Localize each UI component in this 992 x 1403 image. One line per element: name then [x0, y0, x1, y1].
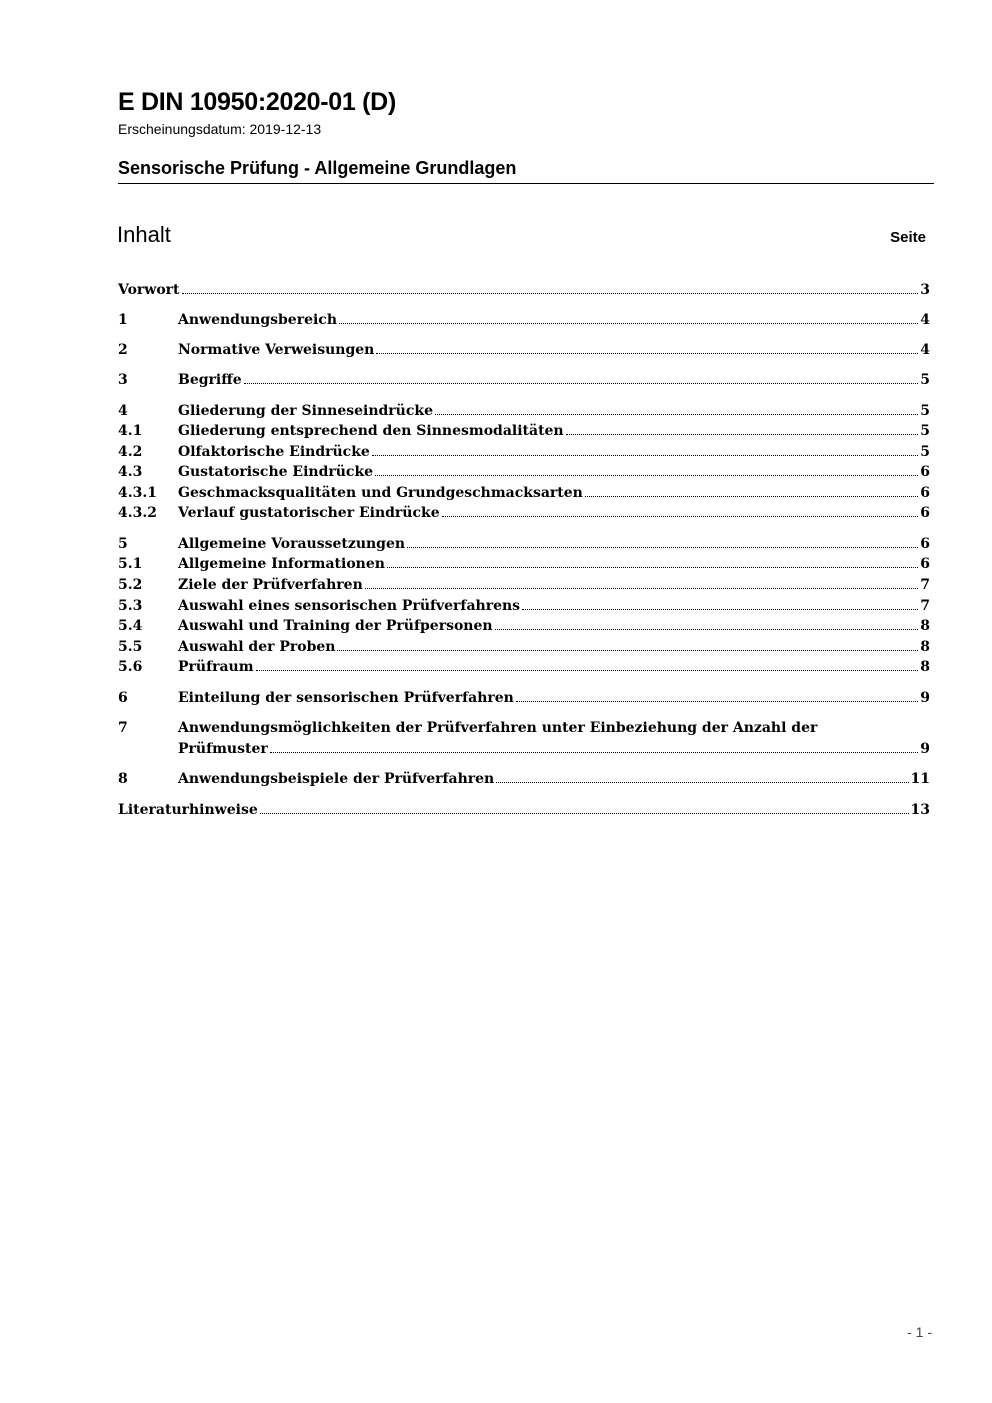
- toc-entry-number: 4: [118, 403, 128, 419]
- toc-entry-page: 5: [920, 423, 930, 439]
- toc-entry-4-1[interactable]: [118, 421, 930, 441]
- toc-leader: [339, 310, 918, 324]
- toc-entry-4-3[interactable]: [118, 462, 930, 482]
- toc-leader: [256, 657, 919, 671]
- toc-entry-label: Anwendungsbereich: [178, 312, 337, 328]
- toc-leader: [442, 503, 919, 517]
- toc-entry-number: 4.3.2: [118, 505, 157, 521]
- toc-leader: [585, 483, 918, 497]
- toc-entry-label: Ziele der Prüfverfahren: [178, 577, 363, 593]
- toc-entry-page: 6: [920, 485, 930, 501]
- toc-entry-page: 5: [920, 372, 930, 388]
- toc-entry-page: 8: [920, 639, 930, 655]
- publication-date: Erscheinungsdatum: 2019-12-13: [118, 121, 322, 137]
- toc-entry-page: 6: [920, 556, 930, 572]
- toc-entry-5[interactable]: [118, 534, 930, 554]
- toc-entry-page: 4: [920, 312, 930, 328]
- toc-entry-page: 4: [920, 342, 930, 358]
- toc-entry-label: Vorwort: [118, 282, 180, 298]
- toc-entry-number: 4.2: [118, 444, 143, 460]
- toc-entry-5-3[interactable]: [118, 596, 930, 616]
- toc-entry-label: Allgemeine Informationen: [178, 556, 385, 572]
- toc-entry-number: 4.1: [118, 423, 143, 439]
- toc-leader: [337, 637, 918, 651]
- toc-entry-label: Literaturhinweise: [118, 802, 258, 818]
- toc-entry-page: 6: [920, 464, 930, 480]
- toc-leader: [495, 616, 919, 630]
- toc-entry-label: Normative Verweisungen: [178, 342, 375, 358]
- header-rule: [118, 183, 934, 184]
- document-subject: Sensorische Prüfung - Allgemeine Grundlagen: [118, 158, 517, 178]
- toc-entry-vorwort[interactable]: [118, 280, 930, 300]
- toc-entry-label: Gliederung entsprechend den Sinnesmodalitäten: [178, 423, 564, 439]
- toc-entry-4-3-2[interactable]: [118, 503, 930, 523]
- toc-entry-number: 5.6: [118, 659, 143, 675]
- toc-entry-number: 5.2: [118, 577, 143, 593]
- toc-leader: [244, 370, 919, 384]
- toc-entry-number: 1: [118, 312, 128, 328]
- toc-entry-label: Olfaktorische Eindrücke: [178, 444, 370, 460]
- toc-leader: [496, 769, 908, 783]
- toc-leader: [387, 554, 918, 568]
- toc-leader: [260, 800, 909, 814]
- toc-leader: [372, 442, 918, 456]
- toc-entry-page: 9: [920, 741, 930, 757]
- toc-entry-4-2[interactable]: [118, 442, 930, 462]
- toc-entry-4-3-1[interactable]: [118, 483, 930, 503]
- toc-entry-number: 7: [118, 720, 128, 736]
- toc-leader: [270, 739, 919, 753]
- toc-entry-5-1[interactable]: [118, 554, 930, 574]
- toc-entry-1[interactable]: [118, 310, 930, 330]
- toc-leader: [566, 421, 919, 435]
- toc-entry-4[interactable]: [118, 401, 930, 421]
- toc-entry-label: Einteilung der sensorischen Prüfverfahren: [178, 690, 514, 706]
- toc-entry-2[interactable]: [118, 340, 930, 360]
- toc-entry-number: 6: [118, 690, 128, 706]
- toc-entry-page: 7: [920, 598, 930, 614]
- toc-entry-number: 5.3: [118, 598, 143, 614]
- toc-leader: [522, 596, 918, 610]
- toc-leader: [516, 688, 918, 702]
- toc-page-heading: Seite: [890, 229, 926, 246]
- toc-entry-6[interactable]: [118, 688, 930, 708]
- toc-entry-label: Auswahl eines sensorischen Prüfverfahrens: [178, 598, 521, 614]
- toc-entry-page: 11: [910, 771, 930, 787]
- toc-entry-5-5[interactable]: [118, 637, 930, 657]
- toc-entry-number: 3: [118, 372, 128, 388]
- toc-entry-number: 2: [118, 342, 128, 358]
- toc-entry-label-continued: Prüfmuster: [178, 741, 268, 757]
- toc-entry-label: Begriffe: [178, 372, 242, 388]
- toc-entry-3[interactable]: [118, 370, 930, 390]
- toc-entry-7-continued[interactable]: [118, 739, 930, 759]
- page-number: - 1 -: [907, 1324, 932, 1340]
- toc-entry-label: Geschmacksqualitäten und Grundgeschmacksarten: [178, 485, 583, 501]
- toc-entry-number: 4.3.1: [118, 485, 157, 501]
- toc-entry-number: 5.5: [118, 639, 143, 655]
- toc-entry-label: Allgemeine Voraussetzungen: [178, 536, 406, 552]
- toc-entry-page: 8: [920, 659, 930, 675]
- toc-title: Inhalt: [117, 222, 171, 247]
- toc-entry-page: 8: [920, 618, 930, 634]
- toc-entry-page: 5: [920, 403, 930, 419]
- toc-entry-number: 5.4: [118, 618, 143, 634]
- toc-leader: [376, 340, 918, 354]
- toc-entry-label: Anwendungsmöglichkeiten der Prüfverfahren unter Einbeziehung der Anzahl der: [178, 720, 818, 736]
- toc-entry-7[interactable]: [118, 718, 930, 738]
- toc-entry-page: 3: [920, 282, 930, 298]
- toc-entry-5-4[interactable]: [118, 616, 930, 636]
- toc-entry-number: 5.1: [118, 556, 143, 572]
- document-id: E DIN 10950:2020-01 (D): [118, 88, 396, 116]
- toc-entry-label: Gustatorische Eindrücke: [178, 464, 374, 480]
- toc-entry-5-6[interactable]: [118, 657, 930, 677]
- toc-leader: [375, 462, 918, 476]
- toc-entry-page: 5: [920, 444, 930, 460]
- toc-entry-label: Anwendungsbeispiele der Prüfverfahren: [178, 771, 495, 787]
- toc-entry-page: 7: [920, 577, 930, 593]
- toc-leader: [365, 575, 919, 589]
- toc-entry-8[interactable]: [118, 769, 930, 789]
- toc-entry-label: Verlauf gustatorischer Eindrücke: [178, 505, 440, 521]
- toc-entry-page: 13: [910, 802, 930, 818]
- toc-entry-number: 8: [118, 771, 128, 787]
- toc-leader: [435, 401, 918, 415]
- toc-entry-label: Prüfraum: [178, 659, 254, 675]
- toc-entry-label: Gliederung der Sinneseindrücke: [178, 403, 433, 419]
- toc-entry-literaturhinweise[interactable]: [118, 800, 930, 820]
- toc-entry-label: Auswahl und Training der Prüfpersonen: [178, 618, 493, 634]
- toc-entry-label: Auswahl der Proben: [178, 639, 336, 655]
- toc-entry-page: 6: [920, 536, 930, 552]
- toc-leader: [182, 280, 919, 294]
- toc-entry-5-2[interactable]: [118, 575, 930, 595]
- toc-entry-number: 4.3: [118, 464, 143, 480]
- toc-entry-page: 9: [920, 690, 930, 706]
- toc-leader: [407, 534, 918, 548]
- toc-entry-number: 5: [118, 536, 128, 552]
- toc-entry-page: 6: [920, 505, 930, 521]
